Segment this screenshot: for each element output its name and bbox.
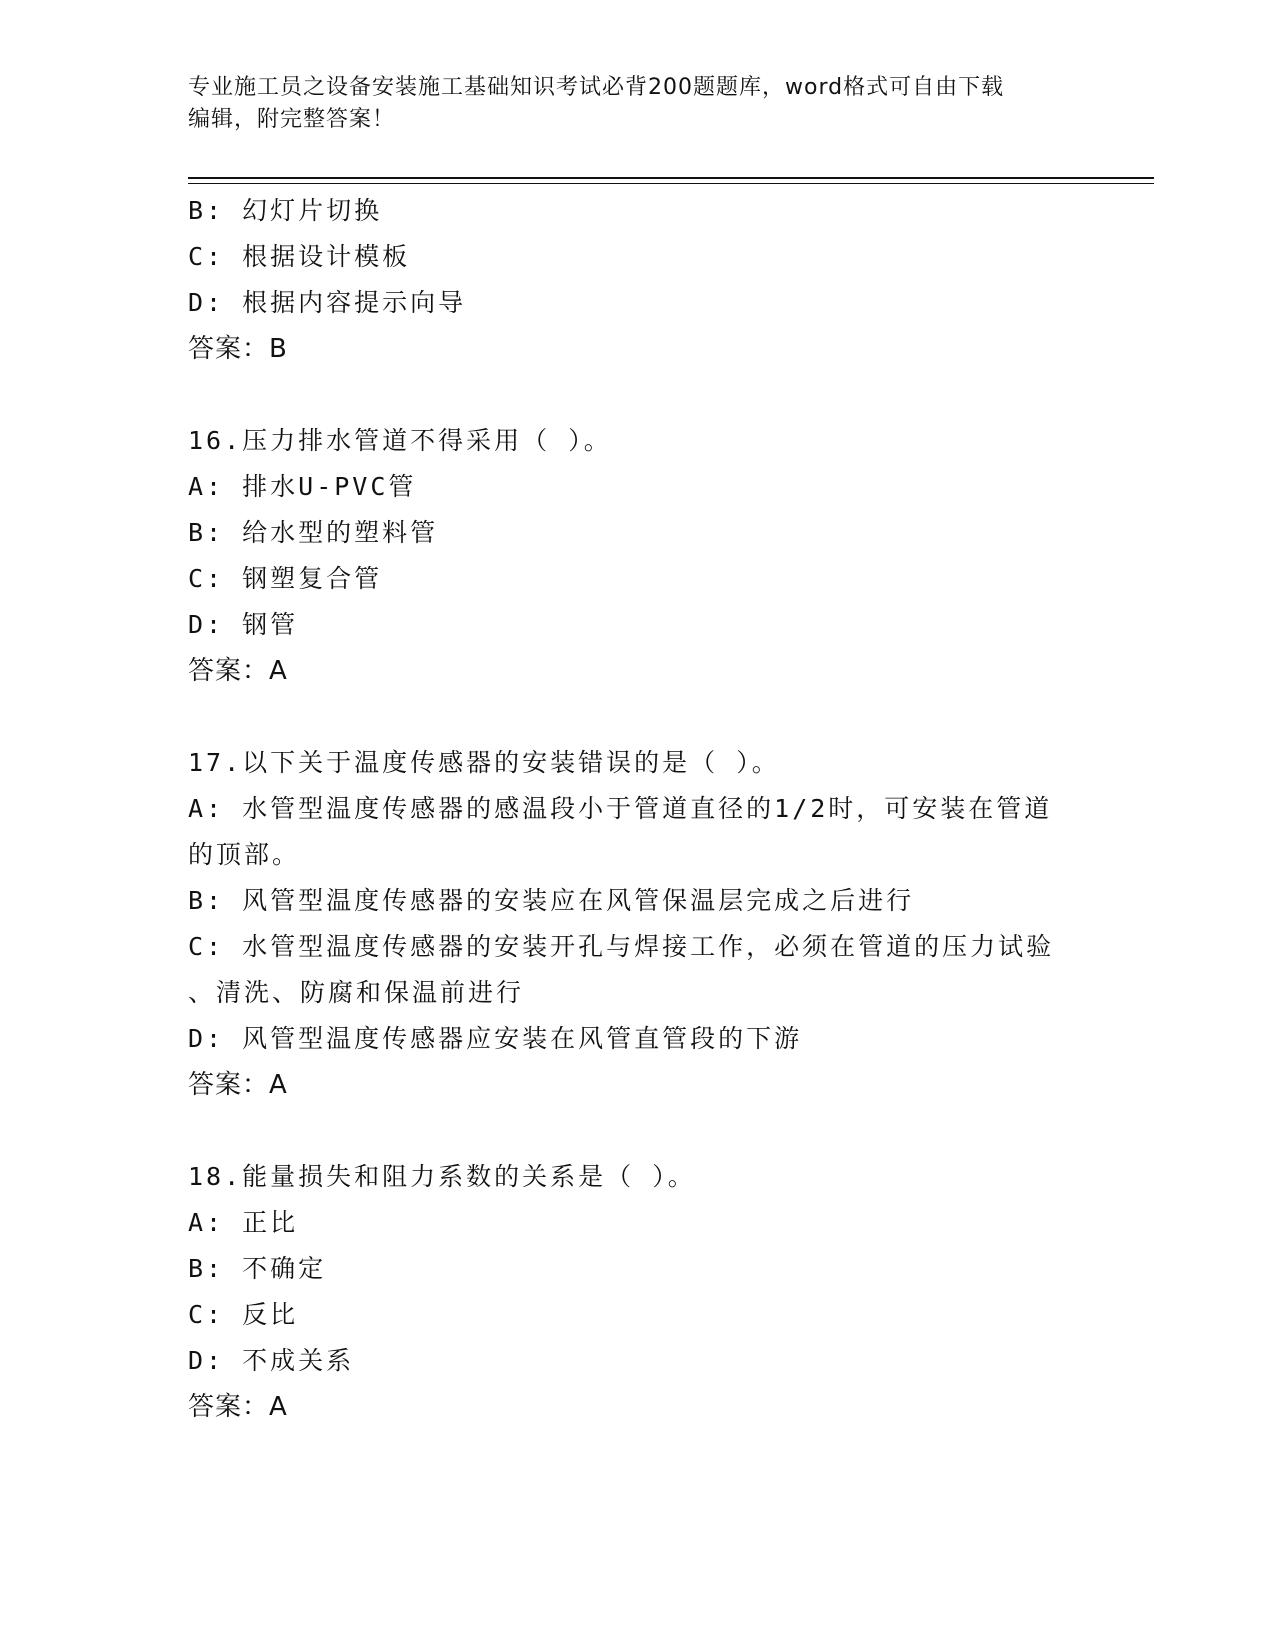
option-a: A: 排水U-PVC管 [188, 472, 417, 501]
option-c: C: 钢塑复合管 [188, 564, 383, 593]
spacer [188, 372, 1088, 418]
spacer [188, 694, 1088, 740]
option-c: C: 根据设计模板 [188, 242, 411, 271]
question-stem: 17.以下关于温度传感器的安装错误的是（ ）。 [188, 748, 780, 777]
option-b: B: 幻灯片切换 [188, 196, 383, 225]
option-d: D: 钢管 [188, 610, 299, 639]
option-a: A: 正比 [188, 1208, 299, 1237]
document-header [188, 72, 1088, 136]
header-line-1: 专业施工员之设备安装施工基础知识考试必背200题题库，word格式可自由下载 [188, 75, 1005, 100]
header-rule-thick [188, 177, 1154, 179]
option-c: C: 反比 [188, 1300, 299, 1329]
question-content [188, 188, 1088, 1430]
option-b: B: 给水型的塑料管 [188, 518, 439, 547]
question-stem: 18.能量损失和阻力系数的关系是（ ）。 [188, 1162, 696, 1191]
answer: 答案：A [188, 1392, 288, 1422]
option-b: B: 风管型温度传感器的安装应在风管保温层完成之后进行 [188, 886, 915, 915]
header-line-2: 编辑，附完整答案！ [188, 107, 396, 132]
option-b: B: 不确定 [188, 1254, 327, 1283]
option-c-continued: 、清洗、防腐和保温前进行 [188, 978, 525, 1007]
answer: 答案：A [188, 656, 288, 686]
answer: 答案：B [188, 334, 288, 364]
option-d: D: 风管型温度传感器应安装在风管直管段的下游 [188, 1024, 803, 1053]
option-a-continued: 的顶部。 [188, 840, 301, 869]
header-rule-thin [188, 183, 1154, 184]
option-d: D: 不成关系 [188, 1346, 355, 1375]
question-stem: 16.压力排水管道不得采用（ ）。 [188, 426, 612, 455]
option-c: C: 水管型温度传感器的安装开孔与焊接工作，必须在管道的压力试验 [188, 932, 1055, 961]
answer: 答案：A [188, 1070, 288, 1100]
option-a: A: 水管型温度传感器的感温段小于管道直径的1/2时，可安装在管道 [188, 794, 1053, 823]
option-d: D: 根据内容提示向导 [188, 288, 467, 317]
spacer [188, 1108, 1088, 1154]
